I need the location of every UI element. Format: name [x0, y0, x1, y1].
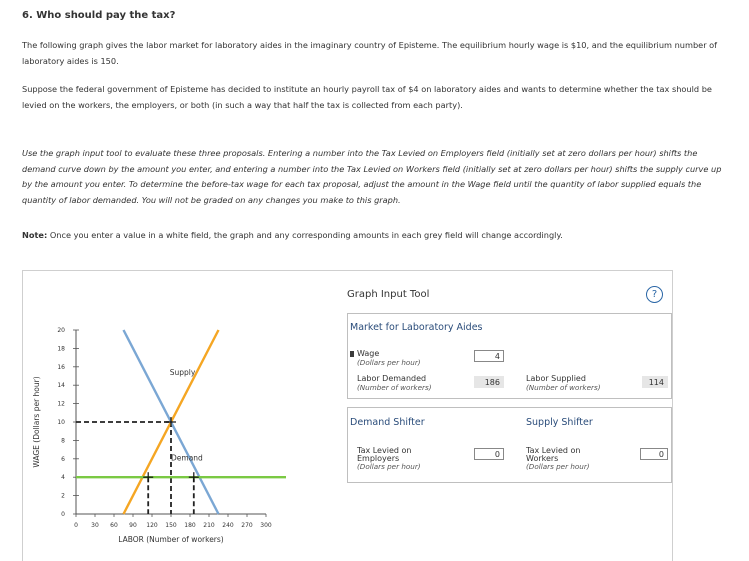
labor-demanded-sub: (Number of workers)	[357, 383, 432, 392]
labor-demanded-label: Labor Demanded	[357, 374, 427, 383]
supply-curve-label: Supply	[169, 368, 196, 378]
graph-input-tool	[339, 271, 672, 561]
supply-shifter-sub: (Dollars per hour)	[526, 462, 590, 471]
demand-curve-label: Demand	[171, 453, 203, 463]
y-tick-label-8: 16	[57, 363, 65, 371]
labor-supplied-label: Labor Supplied	[526, 374, 586, 383]
y-tick-label-3: 6	[61, 455, 65, 463]
y-tick-label-7: 14	[57, 382, 65, 390]
y-axis-label: WAGE (Dollars per hour)	[32, 376, 41, 468]
x-tick-label-6: 180	[184, 522, 196, 529]
x-tick-label-9: 270	[241, 522, 253, 529]
labor-market-chart[interactable]	[23, 271, 323, 554]
supply-shifter-label-1: Tax Levied on	[526, 446, 581, 455]
graph-panel	[22, 270, 673, 561]
y-tick-label-0: 0	[61, 511, 65, 518]
tax-employers-input[interactable]: 0	[474, 448, 504, 460]
supply-shifter-label-2: Workers	[526, 454, 559, 463]
x-tick-label-7: 210	[203, 522, 215, 529]
y-tick-label-10: 20	[57, 327, 65, 334]
labor-supplied-sub: (Number of workers)	[526, 383, 601, 392]
wage-label: Wage	[357, 349, 380, 358]
x-tick-label-1: 30	[91, 522, 99, 529]
y-tick-label-5: 10	[57, 419, 65, 426]
note-paragraph	[22, 228, 722, 244]
note-text: Once you enter a value in a white field, the graph and any corresponding amounts in each grey field will change accordingly.	[47, 230, 563, 240]
graph-input-tool-title: Graph Input Tool	[347, 289, 430, 300]
y-tick-label-1: 2	[61, 492, 65, 500]
x-tick-label-8: 240	[222, 522, 234, 529]
demand-shifter-label-1: Tax Levied on	[357, 446, 412, 455]
help-icon[interactable]: ?	[646, 286, 663, 303]
x-tick-label-0: 0	[74, 522, 78, 529]
intro-paragraph: The following graph gives the labor market for laboratory aides in the imaginary country of Episteme. The equilibrium hourly wage is $10, and the equilibrium number of laboratory aides is 150.	[22, 40, 718, 66]
x-tick-label-3: 90	[129, 522, 137, 529]
y-tick-label-2: 4	[61, 474, 65, 482]
x-tick-label-4: 120	[146, 522, 158, 529]
demand-shifter-label-2: Employers	[357, 454, 400, 463]
x-axis-label: LABOR (Number of workers)	[118, 535, 224, 544]
market-box-title: Market for Laboratory Aides	[350, 322, 483, 333]
y-tick-label-4: 8	[61, 437, 65, 445]
wage-input[interactable]: 4	[474, 350, 504, 362]
x-tick-label-10: 300	[260, 522, 272, 529]
note-label: Note:	[22, 230, 48, 240]
x-tick-label-5: 150	[165, 522, 177, 529]
labor-supplied-value: 114	[642, 376, 668, 388]
instructions-paragraph: Use the graph input tool to evaluate these three proposals. Entering a number into the Tax Levied on Employers field (initially set at zero dollars per hour) shifts the demand curve down by the amount you enter, and entering a number into the Tax Levied on Workers field (initially set at zero dollars per hour) shifts the supply curve up by the amount you enter. To determine the before-tax wage for each tax proposal, adjust the amount in the Wage field until the quantity of labor supplied equals the quantity of labor demanded. You will not be graded on any changes you make to this graph.	[22, 148, 722, 205]
question-title: 6. Who should pay the tax?	[22, 10, 176, 21]
wage-handle-icon[interactable]	[350, 351, 354, 357]
supply-shifter-title: Supply Shifter	[526, 417, 593, 428]
market-box	[347, 313, 672, 399]
wage-sub: (Dollars per hour)	[357, 358, 421, 367]
demand-shifter-sub: (Dollars per hour)	[357, 462, 421, 471]
x-tick-label-2: 60	[110, 522, 118, 529]
demand-shifter-title: Demand Shifter	[350, 417, 425, 428]
shifter-box	[347, 407, 672, 483]
tax-paragraph: Suppose the federal government of Episteme has decided to institute an hourly payroll tax of $4 on laboratory aides and wants to determine whether the tax should be levied on the workers, the employers, or both (in such a way that half the tax is collected from each party).	[22, 84, 712, 110]
tax-workers-input[interactable]: 0	[640, 448, 668, 460]
labor-demanded-value: 186	[474, 376, 504, 388]
y-tick-label-9: 18	[57, 345, 65, 353]
y-tick-label-6: 12	[57, 400, 65, 408]
